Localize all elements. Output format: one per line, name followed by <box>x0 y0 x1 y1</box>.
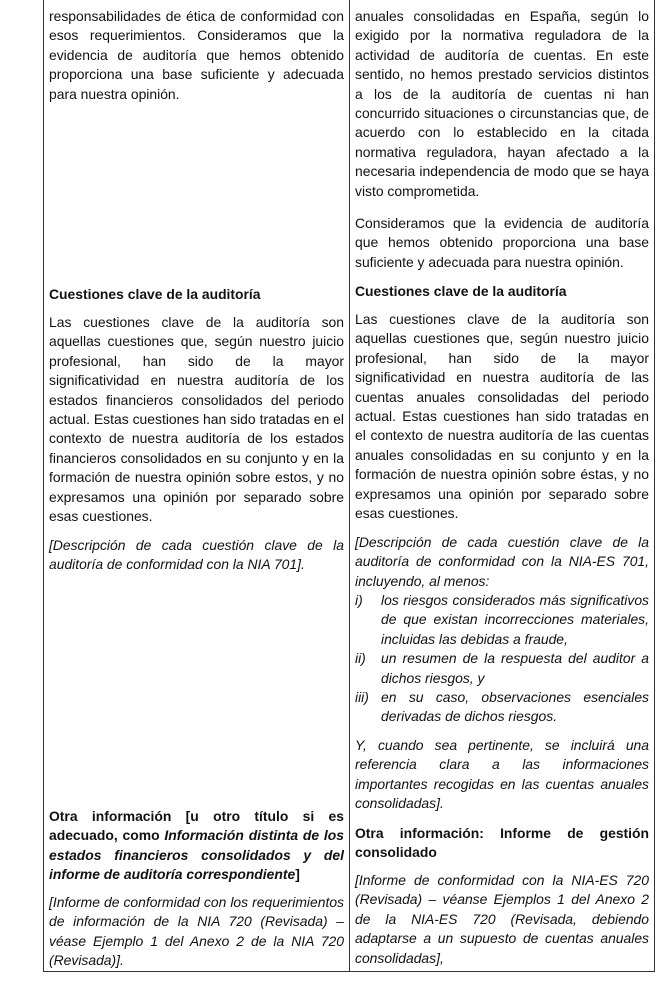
left-other-info-paragraph: [Informe de conformidad con los requerimientos de información de la NIA 720 (Revisada) – véase Ejemplo 1 del Anexo 2 de la NIA 720 (Revisada)]. <box>49 894 344 969</box>
right-key-matters-description: [Descripción de cada cuestión clave de la auditoría de conformidad con la NIA-ES 701, incluyendo, al menos: <box>355 534 649 589</box>
left-other-info-heading-italic: Información distinta de los estados financieros consolidados y del informe de auditoría correspondiente <box>49 827 344 883</box>
left-key-matters-heading: Cuestiones clave de la auditoría <box>49 286 261 302</box>
left-ethics-paragraph: responsabilidades de ética de conformidad con esos requerimientos. Consideramos que la evidencia de auditoría que hemos obtenido proporciona una base suficiente y adecuada para nuestra opinión. <box>49 8 344 102</box>
list-item-number: i) <box>355 592 363 608</box>
left-key-matters-description: [Descripción de cada cuestión clave de la auditoría de conformidad con la NIA 701]. <box>49 537 344 573</box>
left-other-info-heading-part1: Otra información [u otro título si es adecuado, como <box>49 808 344 844</box>
list-item <box>355 591 649 649</box>
right-other-info-paragraph: [Informe de conformidad con la NIA-ES 720 (Revisada) – véanse Ejemplos 1 del Anexo 2 de la NIA-ES 720 (Revisada, debiendo adaptarse a un supuesto de cuentas anuales consolidadas], <box>355 872 649 966</box>
list-item <box>355 649 649 688</box>
right-reference-paragraph: Y, cuando sea pertinente, se incluirá una referencia clara a las informaciones importantes recogidas en las cuentas anuales consolidadas]. <box>355 737 649 812</box>
left-other-info-heading <box>49 807 344 885</box>
column-divider <box>349 0 350 971</box>
list-item-number: iii) <box>355 689 369 706</box>
list-item-text: en su caso, observaciones esenciales derivadas de dichos riesgos. <box>381 689 649 725</box>
list-item-number: ii) <box>355 650 366 667</box>
comparison-table <box>43 0 655 972</box>
list-item-text: un resumen de la respuesta del auditor a dichos riesgos, y <box>381 650 649 686</box>
right-independence-paragraph: anuales consolidadas en España, según lo exigido por la normativa reguladora de la actividad de auditoría de cuentas. En este sentido, no hemos prestado servicios distintos a los de la auditoría de cuentas ni han concurrido situaciones o circunstancias que, de acuerdo con lo establecido en la citada normativa reguladora, hayan afectado a la necesaria independencia de modo que se haya visto comprometida. <box>355 8 649 199</box>
right-key-matters-heading: Cuestiones clave de la auditoría <box>355 283 567 299</box>
left-key-matters-paragraph: Las cuestiones clave de la auditoría son aquellas cuestiones que, según nuestro juicio profesional, han sido de la mayor significatividad en nuestra auditoría de los estados financieros consolidados del periodo actual. Estas cuestiones han sido tratadas en el contexto de nuestra auditoría de los estados financieros consolidados en su conjunto y en la formación de nuestra opinión sobre estos, y no expresamos una opinión por separado sobre esas cuestiones. <box>49 314 344 525</box>
right-key-matters-paragraph: Las cuestiones clave de la auditoría son aquellas cuestiones que, según nuestro juicio profesional, han sido de la mayor significatividad en nuestra auditoría de las cuentas anuales consolidadas del periodo actual. Estas cuestiones han sido tratadas en el contexto de nuestra auditoría de las cuentas anuales consolidadas en su conjunto y en la formación de nuestra opinión sobre éstas, y no expresamos una opinión por separado sobre esas cuestiones. <box>355 311 649 522</box>
list-item <box>355 688 649 727</box>
right-other-info-heading: Otra información: Informe de gestión consolidado <box>355 825 649 861</box>
right-risk-list <box>355 591 649 727</box>
list-item-text: los riesgos considerados más significativos de que existan incorrecciones materiales, incluidas las debidas a fraude, <box>381 592 649 647</box>
right-evidence-paragraph: Consideramos que la evidencia de auditoría que hemos obtenido proporciona una base suficiente y adecuada para nuestra opinión. <box>355 215 649 270</box>
left-other-info-heading-close: ] <box>295 866 300 883</box>
